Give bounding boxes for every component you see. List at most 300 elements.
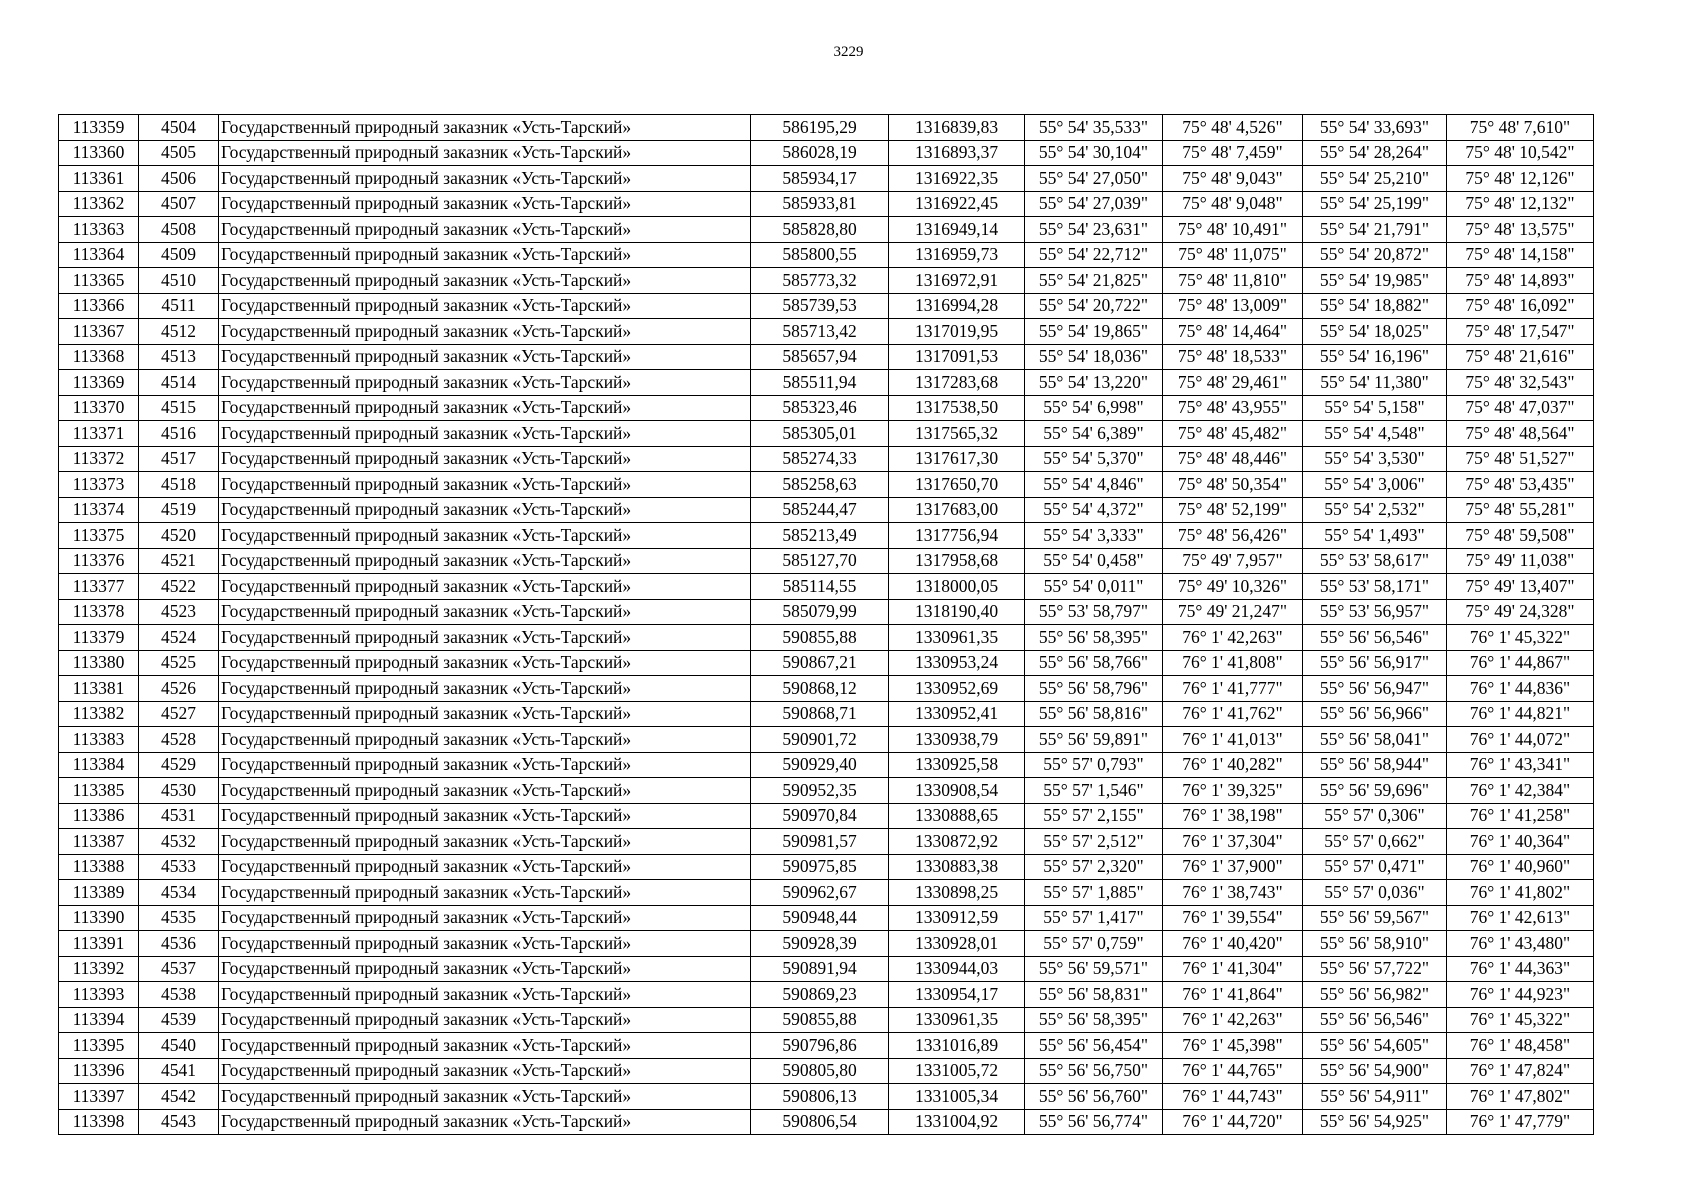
coord-y-cell: 1317019,95	[889, 319, 1025, 345]
longitude-1-cell: 75° 49' 21,247"	[1163, 599, 1303, 625]
point-number-cell: 4516	[139, 421, 219, 447]
row-number-cell: 113378	[59, 599, 139, 625]
longitude-1-cell: 76° 1' 41,762"	[1163, 701, 1303, 727]
longitude-2-cell: 75° 48' 21,616"	[1447, 344, 1594, 370]
longitude-1-cell: 76° 1' 39,325"	[1163, 778, 1303, 804]
latitude-1-cell: 55° 56' 58,766"	[1025, 650, 1163, 676]
territory-name-cell: Государственный природный заказник «Усть-Тарский»	[219, 497, 751, 523]
territory-name-cell: Государственный природный заказник «Усть-Тарский»	[219, 217, 751, 243]
longitude-2-cell: 76° 1' 44,923"	[1447, 982, 1594, 1008]
territory-name-cell: Государственный природный заказник «Усть-Тарский»	[219, 727, 751, 753]
latitude-2-cell: 55° 56' 56,966"	[1303, 701, 1447, 727]
row-number-cell: 113392	[59, 956, 139, 982]
row-number-cell: 113361	[59, 166, 139, 192]
longitude-2-cell: 75° 48' 13,575"	[1447, 217, 1594, 243]
longitude-1-cell: 75° 48' 56,426"	[1163, 523, 1303, 549]
latitude-1-cell: 55° 56' 56,454"	[1025, 1033, 1163, 1059]
table-row	[59, 166, 1594, 192]
point-number-cell: 4505	[139, 140, 219, 166]
latitude-2-cell: 55° 56' 58,910"	[1303, 931, 1447, 957]
table-row	[59, 523, 1594, 549]
territory-name-cell: Государственный природный заказник «Усть-Тарский»	[219, 701, 751, 727]
row-number-cell: 113367	[59, 319, 139, 345]
coord-y-cell: 1331005,72	[889, 1058, 1025, 1084]
longitude-1-cell: 76° 1' 38,198"	[1163, 803, 1303, 829]
longitude-2-cell: 76° 1' 40,364"	[1447, 829, 1594, 855]
coord-y-cell: 1316839,83	[889, 115, 1025, 141]
longitude-2-cell: 75° 48' 16,092"	[1447, 293, 1594, 319]
latitude-2-cell: 55° 53' 56,957"	[1303, 599, 1447, 625]
table-row	[59, 829, 1594, 855]
latitude-2-cell: 55° 56' 59,696"	[1303, 778, 1447, 804]
point-number-cell: 4527	[139, 701, 219, 727]
territory-name-cell: Государственный природный заказник «Усть-Тарский»	[219, 599, 751, 625]
coord-x-cell: 590962,67	[751, 880, 889, 906]
point-number-cell: 4526	[139, 676, 219, 702]
latitude-1-cell: 55° 57' 1,885"	[1025, 880, 1163, 906]
longitude-2-cell: 76° 1' 45,322"	[1447, 625, 1594, 651]
coord-x-cell: 585739,53	[751, 293, 889, 319]
coord-x-cell: 585828,80	[751, 217, 889, 243]
coord-y-cell: 1316922,45	[889, 191, 1025, 217]
longitude-2-cell: 75° 48' 12,132"	[1447, 191, 1594, 217]
latitude-1-cell: 55° 57' 2,512"	[1025, 829, 1163, 855]
coord-y-cell: 1331004,92	[889, 1109, 1025, 1135]
latitude-1-cell: 55° 54' 13,220"	[1025, 370, 1163, 396]
row-number-cell: 113369	[59, 370, 139, 396]
coord-x-cell: 590867,21	[751, 650, 889, 676]
longitude-2-cell: 76° 1' 44,821"	[1447, 701, 1594, 727]
latitude-2-cell: 55° 56' 56,982"	[1303, 982, 1447, 1008]
longitude-1-cell: 76° 1' 40,420"	[1163, 931, 1303, 957]
coord-y-cell: 1331005,34	[889, 1084, 1025, 1110]
longitude-2-cell: 75° 48' 14,893"	[1447, 268, 1594, 294]
territory-name-cell: Государственный природный заказник «Усть-Тарский»	[219, 523, 751, 549]
table-row	[59, 548, 1594, 574]
row-number-cell: 113387	[59, 829, 139, 855]
coord-y-cell: 1330925,58	[889, 752, 1025, 778]
row-number-cell: 113364	[59, 242, 139, 268]
coord-x-cell: 590855,88	[751, 625, 889, 651]
coord-x-cell: 590855,88	[751, 1007, 889, 1033]
territory-name-cell: Государственный природный заказник «Усть-Тарский»	[219, 472, 751, 498]
row-number-cell: 113390	[59, 905, 139, 931]
longitude-1-cell: 75° 48' 52,199"	[1163, 497, 1303, 523]
table-row	[59, 242, 1594, 268]
point-number-cell: 4531	[139, 803, 219, 829]
latitude-1-cell: 55° 56' 56,750"	[1025, 1058, 1163, 1084]
coord-x-cell: 590868,71	[751, 701, 889, 727]
longitude-2-cell: 76° 1' 44,363"	[1447, 956, 1594, 982]
point-number-cell: 4506	[139, 166, 219, 192]
coord-x-cell: 590948,44	[751, 905, 889, 931]
table-row	[59, 370, 1594, 396]
table-row	[59, 293, 1594, 319]
coord-y-cell: 1330961,35	[889, 1007, 1025, 1033]
row-number-cell: 113389	[59, 880, 139, 906]
territory-name-cell: Государственный природный заказник «Усть-Тарский»	[219, 1033, 751, 1059]
coord-y-cell: 1330954,17	[889, 982, 1025, 1008]
row-number-cell: 113382	[59, 701, 139, 727]
row-number-cell: 113383	[59, 727, 139, 753]
point-number-cell: 4539	[139, 1007, 219, 1033]
longitude-2-cell: 76° 1' 44,836"	[1447, 676, 1594, 702]
latitude-1-cell: 55° 54' 4,846"	[1025, 472, 1163, 498]
coord-y-cell: 1316922,35	[889, 166, 1025, 192]
territory-name-cell: Государственный природный заказник «Усть-Тарский»	[219, 319, 751, 345]
row-number-cell: 113363	[59, 217, 139, 243]
point-number-cell: 4543	[139, 1109, 219, 1135]
latitude-1-cell: 55° 56' 58,395"	[1025, 625, 1163, 651]
latitude-2-cell: 55° 56' 56,947"	[1303, 676, 1447, 702]
point-number-cell: 4509	[139, 242, 219, 268]
longitude-2-cell: 75° 48' 53,435"	[1447, 472, 1594, 498]
coord-x-cell: 590891,94	[751, 956, 889, 982]
longitude-1-cell: 76° 1' 41,777"	[1163, 676, 1303, 702]
longitude-2-cell: 76° 1' 44,867"	[1447, 650, 1594, 676]
coord-x-cell: 585511,94	[751, 370, 889, 396]
coord-y-cell: 1318190,40	[889, 599, 1025, 625]
territory-name-cell: Государственный природный заказник «Усть-Тарский»	[219, 242, 751, 268]
latitude-2-cell: 55° 54' 18,025"	[1303, 319, 1447, 345]
point-number-cell: 4541	[139, 1058, 219, 1084]
point-number-cell: 4523	[139, 599, 219, 625]
latitude-1-cell: 55° 54' 23,631"	[1025, 217, 1163, 243]
coord-x-cell: 585127,70	[751, 548, 889, 574]
point-number-cell: 4519	[139, 497, 219, 523]
longitude-2-cell: 76° 1' 43,341"	[1447, 752, 1594, 778]
row-number-cell: 113391	[59, 931, 139, 957]
coord-y-cell: 1317617,30	[889, 446, 1025, 472]
longitude-2-cell: 75° 49' 24,328"	[1447, 599, 1594, 625]
table-row	[59, 472, 1594, 498]
latitude-2-cell: 55° 54' 3,006"	[1303, 472, 1447, 498]
longitude-1-cell: 76° 1' 41,864"	[1163, 982, 1303, 1008]
longitude-1-cell: 75° 48' 13,009"	[1163, 293, 1303, 319]
point-number-cell: 4511	[139, 293, 219, 319]
row-number-cell: 113395	[59, 1033, 139, 1059]
latitude-1-cell: 55° 54' 21,825"	[1025, 268, 1163, 294]
latitude-2-cell: 55° 56' 54,925"	[1303, 1109, 1447, 1135]
latitude-2-cell: 55° 57' 0,036"	[1303, 880, 1447, 906]
latitude-2-cell: 55° 54' 2,532"	[1303, 497, 1447, 523]
coord-y-cell: 1317538,50	[889, 395, 1025, 421]
longitude-1-cell: 76° 1' 42,263"	[1163, 625, 1303, 651]
table-row	[59, 752, 1594, 778]
row-number-cell: 113393	[59, 982, 139, 1008]
point-number-cell: 4538	[139, 982, 219, 1008]
latitude-2-cell: 55° 56' 56,546"	[1303, 1007, 1447, 1033]
longitude-2-cell: 75° 48' 51,527"	[1447, 446, 1594, 472]
territory-name-cell: Государственный природный заказник «Усть-Тарский»	[219, 191, 751, 217]
latitude-2-cell: 55° 56' 57,722"	[1303, 956, 1447, 982]
point-number-cell: 4542	[139, 1084, 219, 1110]
longitude-2-cell: 75° 48' 48,564"	[1447, 421, 1594, 447]
coord-y-cell: 1316972,91	[889, 268, 1025, 294]
coord-x-cell: 585323,46	[751, 395, 889, 421]
table-row	[59, 217, 1594, 243]
table-row	[59, 956, 1594, 982]
territory-name-cell: Государственный природный заказник «Усть-Тарский»	[219, 1007, 751, 1033]
territory-name-cell: Государственный природный заказник «Усть-Тарский»	[219, 293, 751, 319]
coord-x-cell: 585244,47	[751, 497, 889, 523]
territory-name-cell: Государственный природный заказник «Усть-Тарский»	[219, 140, 751, 166]
territory-name-cell: Государственный природный заказник «Усть-Тарский»	[219, 625, 751, 651]
longitude-1-cell: 75° 48' 4,526"	[1163, 115, 1303, 141]
point-number-cell: 4507	[139, 191, 219, 217]
table-row	[59, 599, 1594, 625]
point-number-cell: 4521	[139, 548, 219, 574]
latitude-2-cell: 55° 56' 56,546"	[1303, 625, 1447, 651]
latitude-1-cell: 55° 54' 3,333"	[1025, 523, 1163, 549]
territory-name-cell: Государственный природный заказник «Усть-Тарский»	[219, 803, 751, 829]
latitude-2-cell: 55° 53' 58,171"	[1303, 574, 1447, 600]
table-row	[59, 931, 1594, 957]
coord-x-cell: 585933,81	[751, 191, 889, 217]
latitude-1-cell: 55° 54' 18,036"	[1025, 344, 1163, 370]
latitude-2-cell: 55° 54' 28,264"	[1303, 140, 1447, 166]
table-row	[59, 319, 1594, 345]
longitude-2-cell: 76° 1' 42,613"	[1447, 905, 1594, 931]
point-number-cell: 4522	[139, 574, 219, 600]
latitude-2-cell: 55° 54' 1,493"	[1303, 523, 1447, 549]
longitude-2-cell: 76° 1' 47,802"	[1447, 1084, 1594, 1110]
latitude-1-cell: 55° 54' 0,458"	[1025, 548, 1163, 574]
latitude-2-cell: 55° 56' 54,900"	[1303, 1058, 1447, 1084]
coord-x-cell: 585773,32	[751, 268, 889, 294]
latitude-1-cell: 55° 56' 58,831"	[1025, 982, 1163, 1008]
longitude-2-cell: 76° 1' 48,458"	[1447, 1033, 1594, 1059]
row-number-cell: 113379	[59, 625, 139, 651]
row-number-cell: 113368	[59, 344, 139, 370]
table-row	[59, 1084, 1594, 1110]
latitude-2-cell: 55° 54' 18,882"	[1303, 293, 1447, 319]
latitude-2-cell: 55° 54' 5,158"	[1303, 395, 1447, 421]
row-number-cell: 113375	[59, 523, 139, 549]
longitude-2-cell: 76° 1' 47,779"	[1447, 1109, 1594, 1135]
point-number-cell: 4525	[139, 650, 219, 676]
point-number-cell: 4512	[139, 319, 219, 345]
point-number-cell: 4524	[139, 625, 219, 651]
longitude-1-cell: 76° 1' 41,808"	[1163, 650, 1303, 676]
latitude-1-cell: 55° 54' 6,998"	[1025, 395, 1163, 421]
table-row	[59, 778, 1594, 804]
point-number-cell: 4520	[139, 523, 219, 549]
territory-name-cell: Государственный природный заказник «Усть-Тарский»	[219, 956, 751, 982]
coord-x-cell: 590806,13	[751, 1084, 889, 1110]
territory-name-cell: Государственный природный заказник «Усть-Тарский»	[219, 421, 751, 447]
coord-y-cell: 1317756,94	[889, 523, 1025, 549]
table-row	[59, 1058, 1594, 1084]
coord-y-cell: 1330883,38	[889, 854, 1025, 880]
latitude-2-cell: 55° 54' 11,380"	[1303, 370, 1447, 396]
row-number-cell: 113397	[59, 1084, 139, 1110]
coord-y-cell: 1330928,01	[889, 931, 1025, 957]
row-number-cell: 113359	[59, 115, 139, 141]
territory-name-cell: Государственный природный заказник «Усть-Тарский»	[219, 676, 751, 702]
latitude-2-cell: 55° 54' 19,985"	[1303, 268, 1447, 294]
table-row	[59, 574, 1594, 600]
table-row	[59, 854, 1594, 880]
coord-x-cell: 585800,55	[751, 242, 889, 268]
coord-y-cell: 1318000,05	[889, 574, 1025, 600]
coord-y-cell: 1317091,53	[889, 344, 1025, 370]
latitude-2-cell: 55° 56' 58,041"	[1303, 727, 1447, 753]
latitude-2-cell: 55° 54' 4,548"	[1303, 421, 1447, 447]
coord-y-cell: 1330952,69	[889, 676, 1025, 702]
latitude-2-cell: 55° 54' 25,199"	[1303, 191, 1447, 217]
territory-name-cell: Государственный природный заказник «Усть-Тарский»	[219, 548, 751, 574]
latitude-1-cell: 55° 54' 35,533"	[1025, 115, 1163, 141]
latitude-2-cell: 55° 56' 58,944"	[1303, 752, 1447, 778]
row-number-cell: 113381	[59, 676, 139, 702]
longitude-1-cell: 75° 48' 50,354"	[1163, 472, 1303, 498]
longitude-1-cell: 75° 49' 7,957"	[1163, 548, 1303, 574]
longitude-1-cell: 76° 1' 41,304"	[1163, 956, 1303, 982]
latitude-1-cell: 55° 54' 22,712"	[1025, 242, 1163, 268]
territory-name-cell: Государственный природный заказник «Усть-Тарский»	[219, 344, 751, 370]
point-number-cell: 4529	[139, 752, 219, 778]
coord-x-cell: 590970,84	[751, 803, 889, 829]
coord-x-cell: 590796,86	[751, 1033, 889, 1059]
longitude-2-cell: 75° 48' 10,542"	[1447, 140, 1594, 166]
table-row	[59, 115, 1594, 141]
longitude-1-cell: 76° 1' 39,554"	[1163, 905, 1303, 931]
territory-name-cell: Государственный природный заказник «Усть-Тарский»	[219, 446, 751, 472]
coord-x-cell: 590981,57	[751, 829, 889, 855]
coord-y-cell: 1330872,92	[889, 829, 1025, 855]
point-number-cell: 4510	[139, 268, 219, 294]
longitude-1-cell: 75° 48' 14,464"	[1163, 319, 1303, 345]
latitude-1-cell: 55° 54' 5,370"	[1025, 446, 1163, 472]
coord-y-cell: 1330938,79	[889, 727, 1025, 753]
territory-name-cell: Государственный природный заказник «Усть-Тарский»	[219, 982, 751, 1008]
latitude-2-cell: 55° 56' 59,567"	[1303, 905, 1447, 931]
table-row	[59, 803, 1594, 829]
longitude-1-cell: 75° 48' 11,075"	[1163, 242, 1303, 268]
point-number-cell: 4530	[139, 778, 219, 804]
row-number-cell: 113394	[59, 1007, 139, 1033]
latitude-2-cell: 55° 57' 0,662"	[1303, 829, 1447, 855]
row-number-cell: 113371	[59, 421, 139, 447]
longitude-1-cell: 76° 1' 38,743"	[1163, 880, 1303, 906]
territory-name-cell: Государственный природный заказник «Усть-Тарский»	[219, 395, 751, 421]
latitude-1-cell: 55° 56' 58,796"	[1025, 676, 1163, 702]
latitude-1-cell: 55° 57' 2,155"	[1025, 803, 1163, 829]
coord-y-cell: 1330898,25	[889, 880, 1025, 906]
coord-y-cell: 1330888,65	[889, 803, 1025, 829]
coord-y-cell: 1330961,35	[889, 625, 1025, 651]
coord-y-cell: 1331016,89	[889, 1033, 1025, 1059]
point-number-cell: 4504	[139, 115, 219, 141]
table-row	[59, 727, 1594, 753]
latitude-2-cell: 55° 57' 0,471"	[1303, 854, 1447, 880]
latitude-1-cell: 55° 56' 58,395"	[1025, 1007, 1163, 1033]
row-number-cell: 113370	[59, 395, 139, 421]
longitude-1-cell: 75° 48' 48,446"	[1163, 446, 1303, 472]
coord-x-cell: 590975,85	[751, 854, 889, 880]
latitude-2-cell: 55° 56' 56,917"	[1303, 650, 1447, 676]
longitude-1-cell: 76° 1' 40,282"	[1163, 752, 1303, 778]
longitude-2-cell: 75° 48' 47,037"	[1447, 395, 1594, 421]
point-number-cell: 4532	[139, 829, 219, 855]
longitude-1-cell: 75° 49' 10,326"	[1163, 574, 1303, 600]
coord-y-cell: 1330912,59	[889, 905, 1025, 931]
coord-x-cell: 585305,01	[751, 421, 889, 447]
table-row	[59, 676, 1594, 702]
longitude-2-cell: 75° 48' 12,126"	[1447, 166, 1594, 192]
point-number-cell: 4535	[139, 905, 219, 931]
territory-name-cell: Государственный природный заказник «Усть-Тарский»	[219, 905, 751, 931]
longitude-1-cell: 75° 48' 43,955"	[1163, 395, 1303, 421]
longitude-1-cell: 76° 1' 41,013"	[1163, 727, 1303, 753]
longitude-1-cell: 75° 48' 9,048"	[1163, 191, 1303, 217]
coord-x-cell: 585079,99	[751, 599, 889, 625]
row-number-cell: 113372	[59, 446, 139, 472]
latitude-1-cell: 55° 54' 0,011"	[1025, 574, 1163, 600]
coord-y-cell: 1330953,24	[889, 650, 1025, 676]
latitude-1-cell: 55° 54' 19,865"	[1025, 319, 1163, 345]
longitude-1-cell: 75° 48' 18,533"	[1163, 344, 1303, 370]
table-row	[59, 650, 1594, 676]
latitude-1-cell: 55° 56' 58,816"	[1025, 701, 1163, 727]
longitude-1-cell: 75° 48' 45,482"	[1163, 421, 1303, 447]
latitude-2-cell: 55° 53' 58,617"	[1303, 548, 1447, 574]
row-number-cell: 113374	[59, 497, 139, 523]
coord-y-cell: 1330908,54	[889, 778, 1025, 804]
latitude-2-cell: 55° 54' 3,530"	[1303, 446, 1447, 472]
latitude-1-cell: 55° 53' 58,797"	[1025, 599, 1163, 625]
latitude-1-cell: 55° 54' 4,372"	[1025, 497, 1163, 523]
row-number-cell: 113386	[59, 803, 139, 829]
longitude-1-cell: 76° 1' 45,398"	[1163, 1033, 1303, 1059]
territory-name-cell: Государственный природный заказник «Усть-Тарский»	[219, 880, 751, 906]
longitude-2-cell: 75° 48' 55,281"	[1447, 497, 1594, 523]
table-row	[59, 395, 1594, 421]
longitude-1-cell: 76° 1' 37,304"	[1163, 829, 1303, 855]
longitude-2-cell: 76° 1' 40,960"	[1447, 854, 1594, 880]
longitude-1-cell: 76° 1' 44,765"	[1163, 1058, 1303, 1084]
point-number-cell: 4515	[139, 395, 219, 421]
latitude-1-cell: 55° 54' 27,050"	[1025, 166, 1163, 192]
coord-y-cell: 1316893,37	[889, 140, 1025, 166]
table-row	[59, 982, 1594, 1008]
longitude-1-cell: 76° 1' 42,263"	[1163, 1007, 1303, 1033]
latitude-1-cell: 55° 54' 20,722"	[1025, 293, 1163, 319]
coord-y-cell: 1317283,68	[889, 370, 1025, 396]
coord-x-cell: 585713,42	[751, 319, 889, 345]
longitude-2-cell: 76° 1' 47,824"	[1447, 1058, 1594, 1084]
territory-name-cell: Государственный природный заказник «Усть-Тарский»	[219, 115, 751, 141]
latitude-2-cell: 55° 54' 16,196"	[1303, 344, 1447, 370]
table-row	[59, 625, 1594, 651]
coordinates-table	[58, 114, 1594, 1135]
coord-y-cell: 1316959,73	[889, 242, 1025, 268]
longitude-1-cell: 75° 48' 29,461"	[1163, 370, 1303, 396]
point-number-cell: 4518	[139, 472, 219, 498]
coord-x-cell: 590805,80	[751, 1058, 889, 1084]
longitude-1-cell: 76° 1' 44,720"	[1163, 1109, 1303, 1135]
table-row	[59, 268, 1594, 294]
point-number-cell: 4528	[139, 727, 219, 753]
table-body	[59, 115, 1594, 1135]
latitude-1-cell: 55° 56' 56,774"	[1025, 1109, 1163, 1135]
latitude-2-cell: 55° 56' 54,911"	[1303, 1084, 1447, 1110]
longitude-1-cell: 75° 48' 9,043"	[1163, 166, 1303, 192]
territory-name-cell: Государственный природный заказник «Усть-Тарский»	[219, 778, 751, 804]
point-number-cell: 4536	[139, 931, 219, 957]
coord-y-cell: 1316994,28	[889, 293, 1025, 319]
